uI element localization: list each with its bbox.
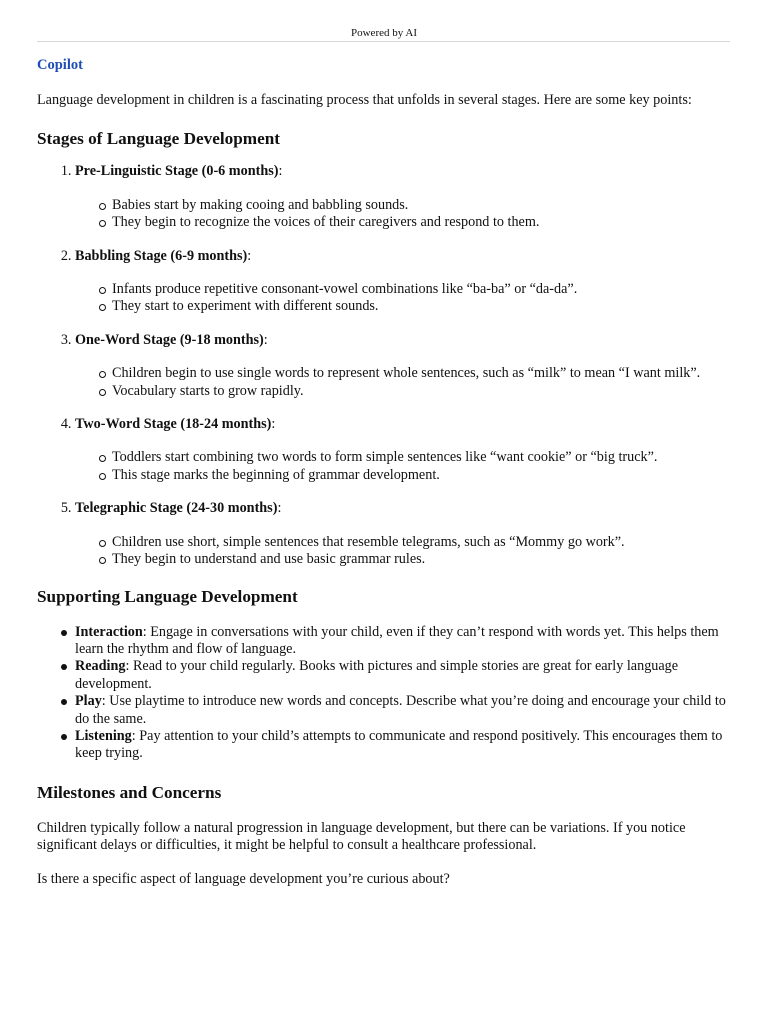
stages-list xyxy=(37,163,732,568)
stage-colon: : xyxy=(278,163,283,180)
response-body xyxy=(37,57,732,888)
stage-item xyxy=(75,248,732,316)
milestones-heading: Milestones and Concerns xyxy=(37,782,222,802)
stage-title: One-Word Stage (9-18 months) xyxy=(75,331,264,348)
stage-colon: : xyxy=(271,416,276,433)
stage-item xyxy=(75,332,732,400)
stage-detail: Vocabulary starts to grow rapidly. xyxy=(112,383,732,400)
support-text: : Pay attention to your child’s attempts to communicate and respond positively. This encourages them to keep trying. xyxy=(75,727,723,762)
header-divider xyxy=(37,41,730,42)
stage-detail: Infants produce repetitive consonant-vowel combinations like “ba-ba” or “da-da”. xyxy=(112,281,732,298)
speaker-name: Copilot xyxy=(37,57,83,73)
stage-detail: Toddlers start combining two words to form simple sentences like “want cookie” or “big truck”. xyxy=(112,449,732,466)
stage-title: Telegraphic Stage (24-30 months) xyxy=(75,500,278,517)
stage-detail: This stage marks the beginning of grammar development. xyxy=(112,467,732,484)
stages-heading: Stages of Language Development xyxy=(37,129,281,149)
support-list xyxy=(37,624,732,763)
support-text: : Engage in conversations with your child, even if they can’t respond with words yet. This helps them learn the rhythm and flow of language. xyxy=(75,623,719,657)
support-text: : Read to your child regularly. Books with pictures and simple stories are great for early language development. xyxy=(75,658,679,692)
stage-colon: : xyxy=(247,247,252,264)
support-item xyxy=(75,658,732,693)
stage-details xyxy=(75,365,732,400)
intro-paragraph: Language development in children is a fascinating process that unfolds in several stages. Here are some key points: xyxy=(37,92,692,108)
stage-details xyxy=(75,281,732,316)
support-item xyxy=(75,728,732,763)
support-term: Listening xyxy=(75,727,132,744)
stage-detail: Children use short, simple sentences that resemble telegrams, such as “Mommy go work”. xyxy=(112,534,732,551)
stage-colon: : xyxy=(277,500,282,517)
support-text: : Use playtime to introduce new words and concepts. Describe what you’re doing and encourage your child to do the same. xyxy=(75,693,726,727)
stage-title: Babbling Stage (6-9 months) xyxy=(75,247,248,264)
support-item xyxy=(75,624,732,659)
stage-detail: They begin to understand and use basic grammar rules. xyxy=(112,551,732,568)
powered-by-label: Powered by AI xyxy=(351,27,417,39)
stage-details xyxy=(75,534,732,569)
support-item xyxy=(75,693,732,728)
stage-details xyxy=(75,449,732,484)
stage-item xyxy=(75,500,732,568)
closing-question: Is there a specific aspect of language development you’re curious about? xyxy=(37,870,450,887)
support-term: Play xyxy=(75,693,102,710)
stage-colon: : xyxy=(263,331,268,348)
support-term: Interaction xyxy=(75,623,143,640)
stage-detail: Children begin to use single words to represent whole sentences, such as “milk” to mean “I want milk”. xyxy=(112,365,732,382)
stage-detail: They start to experiment with different sounds. xyxy=(112,298,732,315)
stage-detail: They begin to recognize the voices of their caregivers and respond to them. xyxy=(112,214,732,231)
support-heading: Supporting Language Development xyxy=(37,586,298,606)
stage-details xyxy=(75,197,732,232)
stage-detail: Babies start by making cooing and babbling sounds. xyxy=(112,197,732,214)
stage-title: Two-Word Stage (18-24 months) xyxy=(75,416,272,433)
milestones-paragraph: Children typically follow a natural progression in language development, but there can be variations. If you notice significant delays or difficulties, it might be helpful to consult a healthcare professional. xyxy=(37,819,686,854)
stage-item xyxy=(75,163,732,231)
support-term: Reading xyxy=(75,658,126,675)
stage-item xyxy=(75,416,732,484)
stage-title: Pre-Linguistic Stage (0-6 months) xyxy=(75,163,279,180)
